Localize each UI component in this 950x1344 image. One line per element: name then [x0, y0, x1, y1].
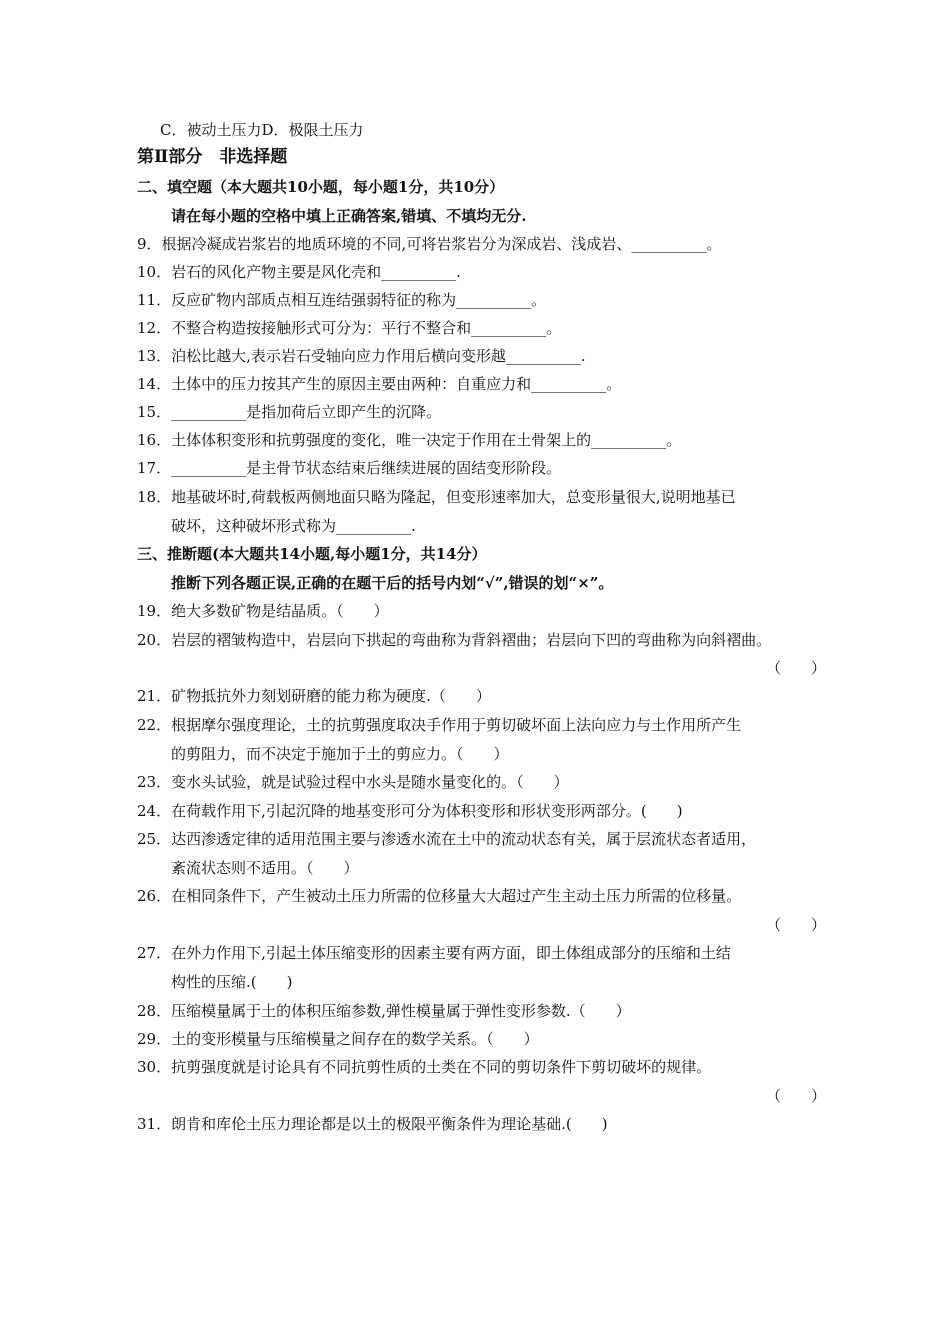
- question-20: 20．岩层的褶皱构造中，岩层向下拱起的弯曲称为背斜褶曲；岩层向下凹的弯曲称为向斜褶曲。: [137, 631, 772, 649]
- section2-heading: 二、填空题（本大题共10小题，每小题1分，共10分）: [137, 178, 505, 196]
- question-19: 19．绝大多数矿物是结晶质。（ ）: [137, 602, 389, 620]
- question-16: 16．土体体积变形和抗剪强度的变化，唯一决定于作用在土骨架上的__________。: [137, 431, 682, 449]
- question-12: 12．不整合构造按接触形式可分为：平行不整合和__________。: [137, 319, 562, 337]
- question-22-continuation: 的剪阻力，而不决定于施加于土的剪应力。（ ）: [171, 745, 509, 763]
- section3-heading: 三、推断题(本大题共14小题,每小题1分，共14分）: [137, 545, 487, 563]
- question-24: 24．在荷载作用下,引起沉降的地基变形可分为体积变形和形状变形两部分。( ): [137, 802, 683, 820]
- question-23: 23．变水头试验，就是试验过程中水头是随水量变化的。（ ）: [137, 773, 569, 791]
- option-line: C．被动土压力D．极限土压力: [160, 121, 364, 139]
- question-20-answer-paren: （ ）: [766, 659, 827, 677]
- question-29: 29．土的变形模量与压缩模量之间存在的数学关系。（ ）: [137, 1030, 539, 1048]
- question-30: 30．抗剪强度就是讨论具有不同抗剪性质的土类在不同的剪切条件下剪切破坏的规律。: [137, 1058, 712, 1076]
- question-15: 15．__________是指加荷后立即产生的沉降。: [137, 403, 442, 421]
- question-25-continuation: 紊流状态则不适用。（ ）: [171, 859, 359, 877]
- question-11: 11．反应矿物内部质点相互连结强弱特征的称为__________。: [137, 291, 547, 309]
- question-25: 25．达西渗透定律的适用范围主要与渗透水流在土中的流动状态有关，属于层流状态者适用，: [137, 830, 757, 848]
- question-9: 9．根据冷凝成岩浆岩的地质环境的不同,可将岩浆岩分为深成岩、浅成岩、__________。: [137, 235, 722, 253]
- question-26-answer-paren: （ ）: [766, 916, 827, 934]
- question-10: 10．岩石的风化产物主要是风化壳和__________.: [137, 263, 461, 281]
- question-13: 13．泊松比越大,表示岩石受轴向应力作用后横向变形越__________.: [137, 347, 586, 365]
- question-27: 27．在外力作用下,引起土体压缩变形的因素主要有两方面，即土体组成部分的压缩和土结: [137, 944, 731, 962]
- section2-instruction: 请在每小题的空格中填上正确答案,错填、不填均无分.: [171, 207, 527, 225]
- question-17: 17．__________是主骨节状态结束后继续进展的固结变形阶段。: [137, 459, 562, 477]
- question-31: 31．朗肯和库伦土压力理论都是以土的极限平衡条件为理论基础.( ): [137, 1115, 608, 1133]
- question-21: 21．矿物抵抗外力刻划研磨的能力称为硬度.（ ）: [137, 687, 491, 705]
- question-27-continuation: 构性的压缩.( ): [171, 973, 293, 991]
- part-title: 第Ⅱ部分 非选择题: [137, 147, 288, 167]
- question-28: 28．压缩模量属于土的体积压缩参数,弹性模量属于弹性变形参数.（ ）: [137, 1002, 631, 1020]
- question-22: 22．根据摩尔强度理论，土的抗剪强度取决手作用于剪切破坏面上法向应力与土作用所产生: [137, 716, 742, 734]
- section3-instruction: 推断下列各题正误,正确的在题干后的括号内划“√”,错误的划“×”。: [171, 574, 614, 592]
- question-18: 18．地基破坏时,荷载板两侧地面只略为隆起，但变形速率加大，总变形量很大,说明地基已: [137, 488, 736, 506]
- question-18-continuation: 破坏，这种破坏形式称为__________.: [171, 517, 416, 535]
- question-14: 14．土体中的压力按其产生的原因主要由两种：自重应力和__________。: [137, 375, 622, 393]
- question-26: 26．在相同条件下，产生被动土压力所需的位移量大大超过产生主动土压力所需的位移量。: [137, 887, 742, 905]
- question-30-answer-paren: （ ）: [766, 1087, 827, 1105]
